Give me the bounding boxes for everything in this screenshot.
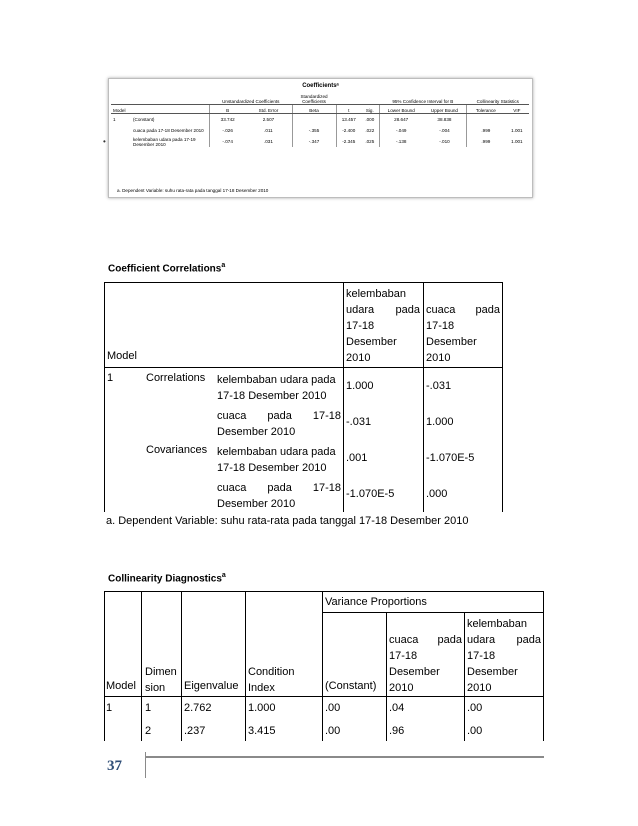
t-header: t [336,105,361,114]
cell [111,136,131,147]
cell: -2.345 [336,136,361,147]
collinearity-title [108,572,226,584]
cell: .022 [365,128,375,133]
std-header: Standardized Coefficients [292,94,336,105]
col-model-header: Model [106,680,136,692]
table-row [111,114,529,126]
cell: .000 [365,117,375,122]
coefficients-footnote: a. Dependent Variable: suhu rata-rata pada tanggal 17-18 Desember 2010 [117,188,269,193]
cell: -.074 [210,136,246,147]
header-text: Dimen [145,666,177,678]
corr-model-header: Model [107,350,137,362]
cell: .999 [467,136,505,147]
header-text: kelembaban [467,618,527,630]
cell: .999 [467,125,505,136]
header-text: Desember [389,666,440,678]
table-cell: .96 [389,725,405,737]
row-label-text: 17-18 [312,482,341,494]
header-text: 2010 [426,352,451,364]
corr-col2-header [426,302,500,366]
cell: -.004 [439,128,450,133]
table-cell: 1 [106,702,113,714]
cell: (Constant) [133,117,155,122]
corr-row-label [217,480,341,512]
header-text: udara [346,304,375,316]
cell: -.347 [292,136,336,147]
header-text: Condition [248,666,295,678]
header-text: pada [437,634,462,646]
col-cuaca-header [389,632,462,696]
model-header: Model [111,105,210,114]
cell: 28.647 [379,114,423,126]
table-cell: 3.415 [248,725,276,737]
header-text: 2010 [467,682,492,694]
header-text: sion [145,682,166,694]
header-text: cuaca [389,634,419,646]
table-cell: .00 [325,702,341,714]
header-text: cuaca [426,304,456,316]
collinearity-title-sup: a [221,572,226,579]
row-label-text: kelembaban udara pada [217,446,336,458]
cell: 1.001 [511,128,523,133]
unstd-header: Unstandardized Coefficients [210,94,293,105]
header-text: udara [467,634,496,646]
footer-rule [146,756,544,758]
header-text: pada [475,304,500,316]
header-text: Index [248,682,275,694]
header-text: 2010 [389,682,414,694]
header-text: Desember [346,336,397,348]
cell: .011 [264,128,273,133]
table-row [111,125,529,136]
cell: -.010 [439,139,450,144]
col-eigen-header: Eigenvalue [184,680,239,692]
se-header: Std. Error [245,105,292,114]
correlations-title [108,262,225,274]
tol-header: Tolerance [467,105,505,114]
cell [505,114,529,126]
row-label-text: 17-18 Desember 2010 [217,462,327,474]
row-label-text: 17-18 Desember 2010 [217,390,327,402]
variance-proportions-header: Variance Proportions [325,596,427,608]
table-cell: .00 [467,725,483,737]
table-cell: .001 [346,452,368,464]
cell: .031 [263,139,273,144]
table-cell: .00 [467,702,483,714]
cell: 1.001 [511,139,523,144]
cell: 33.742 [210,114,246,126]
row-label-text: cuaca [217,410,247,422]
header-text: 17-18 [389,650,418,662]
table-cell: .237 [184,725,206,737]
coefficients-table [111,94,529,147]
header-text: 17-18 [426,320,455,332]
table-cell: -1.070E-5 [426,452,475,464]
header-text: 17-18 [346,320,375,332]
bullet-dot-icon: • [103,137,106,146]
table-cell: -.031 [426,380,452,392]
vif-header: VIF [505,105,529,114]
cell: 1 [113,117,116,122]
table-cell: 2 [145,725,152,737]
correlations-footnote: a. Dependent Variable: suhu rata-rata pada tanggal 17-18 Desember 2010 [106,515,469,527]
cell [292,114,336,126]
collinearity-title-text: Collinearity Diagnostics [108,573,222,585]
table-cell: 1.000 [426,416,454,428]
table-cell: .000 [426,488,448,500]
header-text: 17-18 [467,650,496,662]
col-kelem-header [467,616,541,696]
cell [111,125,131,136]
coefficients-title: Coefficientsᵃ [302,83,339,89]
collinearity-header: Collinearity Statistics [467,94,529,105]
cell [467,114,505,126]
cell: 13.457 [336,114,361,126]
correlations-title-text: Coefficient Correlations [108,263,222,275]
table-cell: -1.070E-5 [346,488,395,500]
cell: -.355 [292,125,336,136]
cell: kelembaban udara pada 17-19 Desember 2010 [133,136,196,147]
header-text: Desember [426,336,477,348]
corr-group-correlations: Correlations [146,372,206,384]
cell: -.138 [379,136,423,147]
beta-header: Beta [292,105,336,114]
cell: -2.400 [336,125,361,136]
table-cell: .04 [389,702,405,714]
cell: cuaca pada 17-18 Desember 2010 [133,128,204,133]
ub-header: Upper Bound [423,105,467,114]
table-cell: .00 [325,725,341,737]
header-text: kelembaban [346,288,406,300]
corr-group-covariances: Covariances [146,444,208,456]
b-header: B [210,105,246,114]
row-label-text: Desember 2010 [217,498,296,510]
corr-col1-header [346,286,420,366]
table-cell: 1 [145,702,152,714]
row-label-text: pada [267,410,292,422]
corr-row-label [217,408,341,440]
page-number: 37 [107,758,122,774]
header-text: pada [516,634,541,646]
sig-header: Sig. [361,105,379,114]
corr-row-label [217,372,341,404]
table-cell: 2.762 [184,702,212,714]
lb-header: Lower Bound [379,105,423,114]
ci-header: 95% Confidence Interval for B [379,94,466,105]
header-text: Desember [467,666,518,678]
row-label-text: cuaca [217,482,247,494]
col-ci-header [248,664,294,696]
header-text: pada [395,304,420,316]
cell: 2.507 [262,117,275,122]
cell: -.026 [210,125,246,136]
corr-model-no: 1 [107,372,114,384]
coefficients-table-image [108,78,533,198]
cell: -.049 [379,125,423,136]
table-cell: -.031 [346,416,372,428]
table-cell: 1.000 [346,380,374,392]
row-label-text: Desember 2010 [217,426,296,438]
correlations-title-sup: a [221,262,226,269]
header-text: 2010 [346,352,371,364]
corr-row-label [217,444,341,476]
table-row [111,136,529,147]
col-dim-header [145,664,177,696]
col-const-header: (Constant) [325,680,377,692]
cell: 38.838 [437,117,452,122]
row-label-text: 17-18 [312,410,341,422]
table-cell: 1.000 [248,702,276,714]
row-label-text: kelembaban udara pada [217,374,336,386]
cell: .025 [365,139,375,144]
row-label-text: pada [267,482,292,494]
